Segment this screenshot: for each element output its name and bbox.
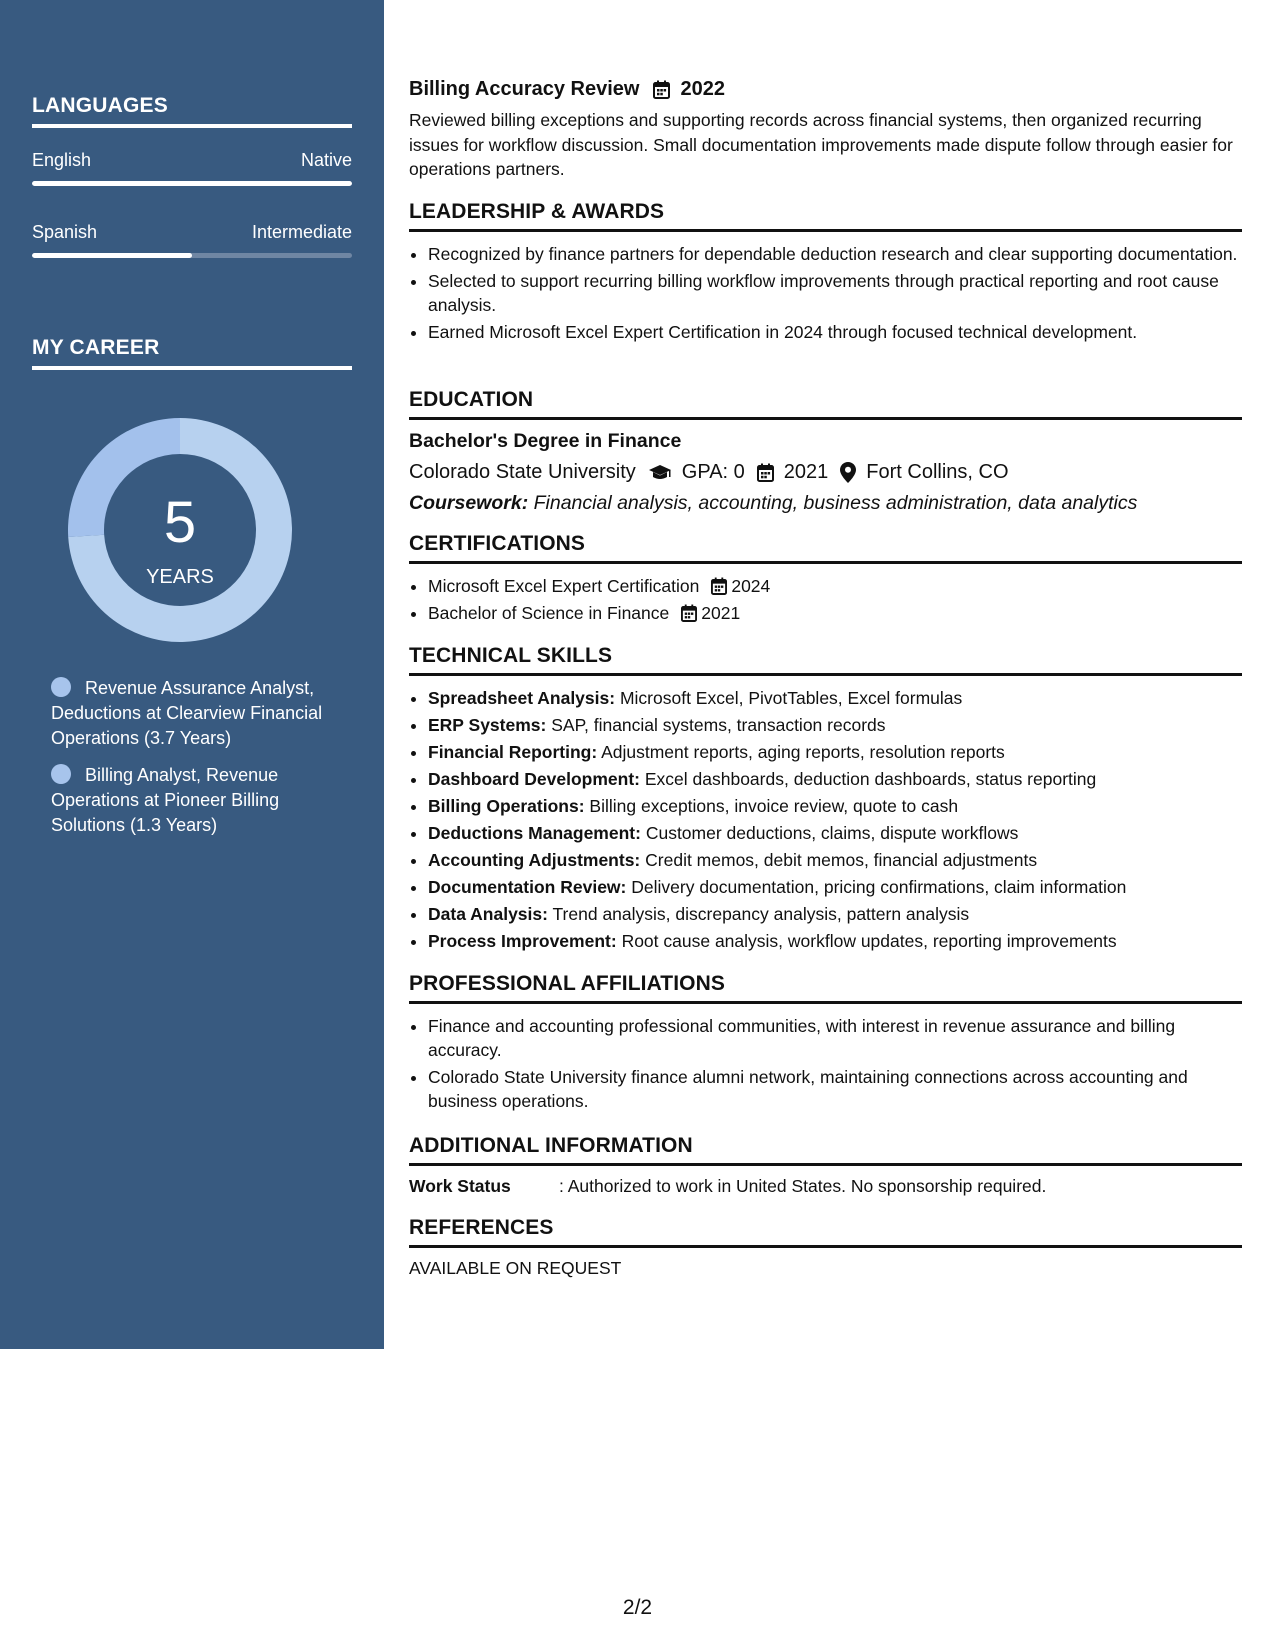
- skill-label: Documentation Review:: [428, 877, 627, 897]
- skill-value: Microsoft Excel, PivotTables, Excel formulas: [619, 688, 963, 708]
- language-name: English: [32, 150, 92, 170]
- skill-value: Root cause analysis, workflow updates, reporting improvements: [621, 931, 1117, 951]
- skills-title: TECHNICAL SKILLS: [409, 644, 1242, 676]
- career-item: [51, 763, 341, 838]
- education-gpa: GPA: 0: [681, 461, 745, 483]
- leadership-section: [409, 200, 1242, 347]
- language-name: Spanish: [32, 222, 98, 242]
- project-year: 2022: [680, 78, 725, 100]
- skill-label: Process Improvement:: [428, 931, 617, 951]
- list-item: • Earned Microsoft Excel Expert Certification in 2024 through focused technical development.: [428, 320, 1242, 344]
- list-item: [428, 740, 1242, 764]
- graduation-cap-icon: [648, 464, 672, 482]
- skill-label: Spreadsheet Analysis:: [428, 688, 616, 708]
- skill-label: Billing Operations:: [428, 796, 585, 816]
- education-section: [409, 388, 1242, 515]
- career-years-unit: YEARS: [146, 566, 214, 588]
- skill-value: Delivery documentation, pricing confirmations, claim information: [631, 877, 1127, 897]
- list-item: [428, 767, 1242, 791]
- list-item: [428, 601, 1242, 625]
- certification-year: 2024: [731, 576, 771, 596]
- references-title: REFERENCES: [409, 1216, 1242, 1248]
- list-item: [428, 574, 1242, 598]
- list-item: [428, 902, 1242, 926]
- languages-heading: LANGUAGES: [32, 94, 352, 128]
- sidebar: [0, 0, 384, 1349]
- education-degree: Bachelor's Degree in Finance: [409, 430, 682, 452]
- affiliations-section: [409, 972, 1242, 1116]
- list-item: [428, 713, 1242, 737]
- language-proficiency-bar: [32, 253, 352, 258]
- affiliations-title: PROFESSIONAL AFFILIATIONS: [409, 972, 1242, 1004]
- list-item: • Colorado State University finance alumni network, maintaining connections across accounting and business operations.: [428, 1065, 1242, 1113]
- coursework-label: Coursework:: [409, 492, 529, 514]
- certifications-title: CERTIFICATIONS: [409, 532, 1242, 564]
- leadership-title: LEADERSHIP & AWARDS: [409, 200, 1242, 232]
- career-bullet-dot: [51, 764, 71, 784]
- career-item-text: Revenue Assurance Analyst, Deductions at Clearview Financial Operations (3.7 Years): [51, 678, 323, 748]
- list-item: [428, 794, 1242, 818]
- career-donut-chart: [66, 416, 294, 644]
- list-item: • Finance and accounting professional communities, with interest in revenue assurance and billing accuracy.: [428, 1014, 1242, 1062]
- calendar-icon: [653, 80, 670, 99]
- career-item: [51, 676, 341, 751]
- skill-label: Dashboard Development:: [428, 769, 640, 789]
- skill-value: Customer deductions, claims, dispute workflows: [645, 823, 1019, 843]
- education-location: Fort Collins, CO: [866, 461, 1009, 483]
- certifications-list: [409, 574, 1242, 625]
- career-item-text: Billing Analyst, Revenue Operations at Pioneer Billing Solutions (1.3 Years): [51, 765, 280, 835]
- education-coursework: [409, 492, 1242, 515]
- language-level: Intermediate: [251, 222, 352, 242]
- skill-value: SAP, financial systems, transaction records: [551, 715, 886, 735]
- additional-info-title: ADDITIONAL INFORMATION: [409, 1134, 1242, 1166]
- education-details: [409, 461, 1242, 484]
- language-item-english: [32, 150, 352, 186]
- language-item-spanish: [32, 222, 352, 258]
- skill-label: Deductions Management:: [428, 823, 641, 843]
- education-school: Colorado State University: [409, 461, 636, 483]
- skill-value: Credit memos, debit memos, financial adjustments: [645, 850, 1038, 870]
- language-proficiency-fill: [32, 253, 192, 258]
- skill-label: Accounting Adjustments:: [428, 850, 641, 870]
- references-text: AVAILABLE ON REQUEST: [409, 1258, 622, 1278]
- calendar-icon: [681, 604, 697, 622]
- skill-label: Data Analysis:: [428, 904, 548, 924]
- skill-value: Excel dashboards, deduction dashboards, status reporting: [644, 769, 1097, 789]
- skill-value: Billing exceptions, invoice review, quote to cash: [589, 796, 959, 816]
- career-years-value: 5: [163, 490, 197, 555]
- project-header: [409, 78, 725, 101]
- certification-name: • Microsoft Excel Expert Certification: [428, 576, 700, 596]
- certification-year: 2021: [701, 603, 741, 623]
- work-status-value: : Authorized to work in United States. No sponsorship required.: [559, 1176, 1047, 1196]
- career-section: [32, 336, 352, 370]
- career-heading: MY CAREER: [32, 336, 352, 370]
- project-description: Reviewed billing exceptions and supporting records across financial systems, then organized recurring issues for workflow discussion. Small documentation improvements made dispute follow through easier for operations partners.: [409, 110, 1233, 179]
- leadership-list: [409, 242, 1242, 344]
- additional-info-section: [409, 1134, 1242, 1197]
- skills-list: [409, 686, 1242, 953]
- list-item: • Recognized by finance partners for dependable deduction research and clear supporting documentation.: [428, 242, 1242, 266]
- education-title: EDUCATION: [409, 388, 1242, 420]
- list-item: [428, 821, 1242, 845]
- calendar-icon: [711, 577, 727, 595]
- list-item: [428, 875, 1242, 899]
- certifications-section: [409, 532, 1242, 628]
- skill-label: ERP Systems:: [428, 715, 547, 735]
- affiliations-list: [409, 1014, 1242, 1113]
- list-item: [428, 848, 1242, 872]
- skill-value: Trend analysis, discrepancy analysis, pattern analysis: [552, 904, 970, 924]
- location-pin-icon: [840, 462, 856, 483]
- page-number: 2/2: [622, 1596, 653, 1619]
- certification-name: • Bachelor of Science in Finance: [428, 603, 670, 623]
- references-section: [409, 1216, 1242, 1279]
- skill-label: Financial Reporting:: [428, 742, 598, 762]
- language-level: Native: [300, 150, 352, 170]
- skills-section: [409, 644, 1242, 956]
- education-year: 2021: [783, 461, 829, 483]
- skill-value: Adjustment reports, aging reports, resolution reports: [601, 742, 1005, 762]
- coursework-text: Financial analysis, accounting, business administration, data analytics: [533, 492, 1138, 514]
- work-status-label: Work Status: [409, 1176, 511, 1196]
- language-proficiency-fill: [32, 181, 352, 186]
- list-item: [428, 686, 1242, 710]
- list-item: [428, 929, 1242, 953]
- list-item: • Selected to support recurring billing workflow improvements through practical reporting and root cause analysis.: [428, 269, 1242, 317]
- project-title: Billing Accuracy Review: [409, 78, 640, 100]
- calendar-icon: [757, 463, 774, 482]
- language-proficiency-bar: [32, 181, 352, 186]
- career-list: [51, 676, 341, 850]
- career-bullet-dot: [51, 677, 71, 697]
- languages-section: [32, 94, 352, 258]
- work-status-row: [409, 1176, 1242, 1197]
